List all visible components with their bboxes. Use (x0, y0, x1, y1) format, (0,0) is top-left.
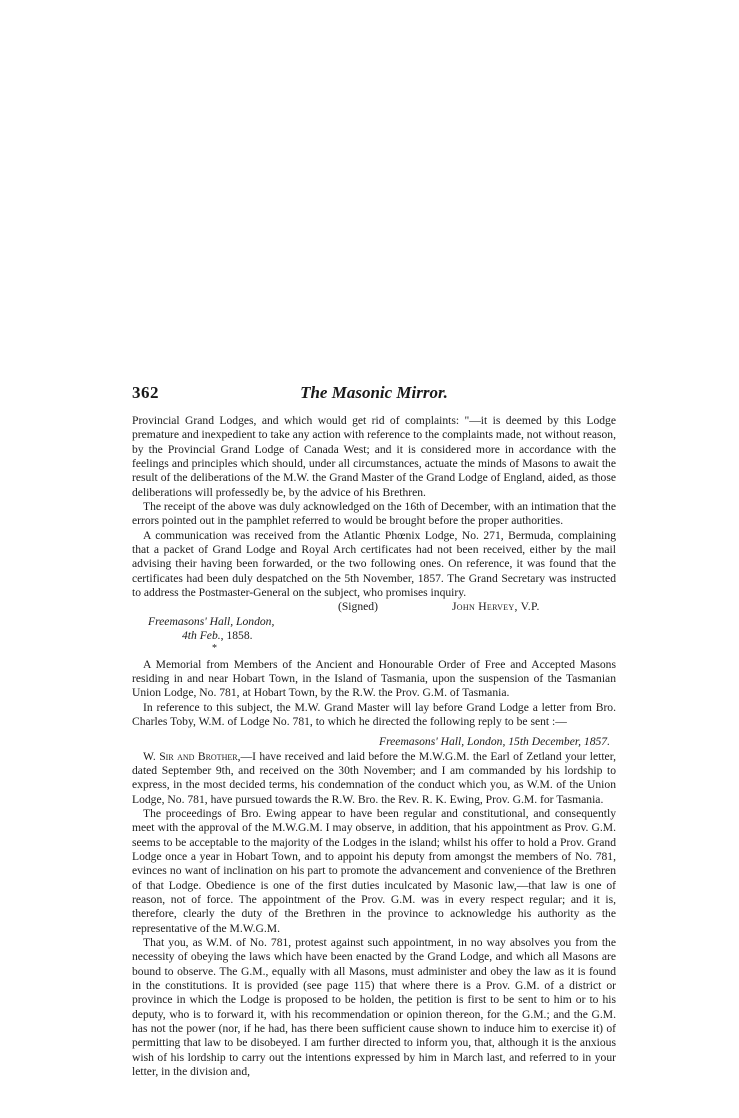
paragraph-acknowledgement: The receipt of the above was duly acknowledged on the 16th of December, with an intimation that the errors pointed out in the pamphlet referred to would be brought before the proper authorities. (132, 500, 616, 528)
paragraph-continuation: Provincial Grand Lodges, and which would get rid of complaints: "—it is deemed by this Lodge premature and inexpedient to take any action with reference to the complaints made, not without reason, by the Provincial Grand Lodge of Canada West; and it is considered more in accordance with the feelings and principles which should, under all circumstances, actuate the minds of Masons to await the result of the deliberations of the M.W. the Grand Master of the Grand Lodge of England, aided, as those deliberations will professedly be, by the advice of his Brethren. (132, 414, 616, 499)
paragraph-protest: That you, as W.M. of No. 781, protest against such appointment, in no way absolves you from the necessity of obeying the laws which have been enacted by the Grand Lodge, and which all Masons are bound to observe. The G.M., equally with all Masons, must administer and obey the law as it is found in the constitutions. It is provided (see page 115) that where there is a Prov. G.M. of a district or province in which the Lodge is proposed to be holden, the petition is first to be sent to him or to his deputy, who is to forward it, with his recommendation or opinion thereon, for the G.M.; and the G.M. has not the power (nor, if he had, has there been sufficient cause shown to induce him to exercise it) of permitting that law to be disobeyed. I am further directed to inform you, that, although it is the anxious wish of his lordship to carry out the intentions expressed by him in March last, and referred to in your letter, in the division and, (132, 936, 616, 1079)
paragraph-reference: In reference to this subject, the M.W. Grand Master will lay before Grand Lodge a letter from Bro. Charles Toby, W.M. of Lodge No. 781, to which he directed the following reply to be sent :— (132, 700, 616, 728)
paragraph-memorial: A Memorial from Members of the Ancient and Honourable Order of Free and Accepted Masons residing in and near Hobart Town, in the Island of Tasmania, upon the suspension of the Tasmanian Union Lodge, No. 781, at Hobart Town, by the R.W. the Prov. G.M. of Tasmania. (132, 657, 616, 700)
letter-opening-text: —I have received and laid before the M.W.G.M. the Earl of Zetland your letter, dated September 9th, and received on the 30th November; and I am commanded by his lordship to express, in the most decided terms, his condemnation of the conduct which you, as W.M. of the Union Lodge, No. 781, have pursued towards the R.W. Bro. the Rev. R. K. Ewing, Prov. G.M. for Tasmania. (132, 749, 616, 806)
paragraph-letter-opening (132, 750, 616, 807)
place-date-italic: 4th Feb. (182, 629, 221, 643)
running-title: The Masonic Mirror. (300, 383, 448, 402)
section-asterisk: * (212, 642, 217, 654)
salutation: W. Sir and Brother, (143, 749, 241, 763)
place-date-line (132, 629, 616, 643)
paragraph-bermuda-communication: A communication was received from the Atlantic Phœnix Lodge, No. 271, Bermuda, complaining that a packet of Grand Lodge and Royal Arch certificates had not been received, either by the mail advising their having been forwarded, or the two following ones. On reference, it was found that the certificates had been duly despatched on the 5th November, 1857. The Grand Secretary was instructed to address the Postmaster-General on the subject, who promises inquiry. (132, 528, 616, 600)
letter-dateline: Freemasons' Hall, London, 15th December, 1857. (378, 735, 610, 749)
body-text (132, 414, 616, 1079)
page-number: 362 (132, 383, 159, 402)
signature-line (132, 600, 616, 614)
page-header (132, 383, 616, 407)
place-date-year: , 1858. (220, 629, 253, 643)
signed-label: (Signed) (338, 600, 378, 614)
place-line: Freemasons' Hall, London, (148, 614, 275, 628)
signer-name: John Hervey, V.P. (452, 600, 540, 614)
paragraph-proceedings: The proceedings of Bro. Ewing appear to have been regular and constitutional, and consequently meet with the approval of the M.W.G.M. I may observe, in addition, that his appointment as Prov. G.M. seems to be acceptable to the majority of the Lodges in the island; whilst his offer to hold a Prov. Grand Lodge once a year in Hobart Town, and to appoint his deputy from amongst the members of No. 781, evinces no want of inclination on his part to promote the advancement and convenience of the Brethren of that Lodge. Obedience is one of the first duties inculcated by Masonic law,—that law is one of reason, not of force. The appointment of the Prov. G.M. was in every respect regular; and it is, therefore, clearly the duty of the Brethren in the province to acknowledge his authority as the representative of the M.W.G.M. (132, 806, 616, 935)
